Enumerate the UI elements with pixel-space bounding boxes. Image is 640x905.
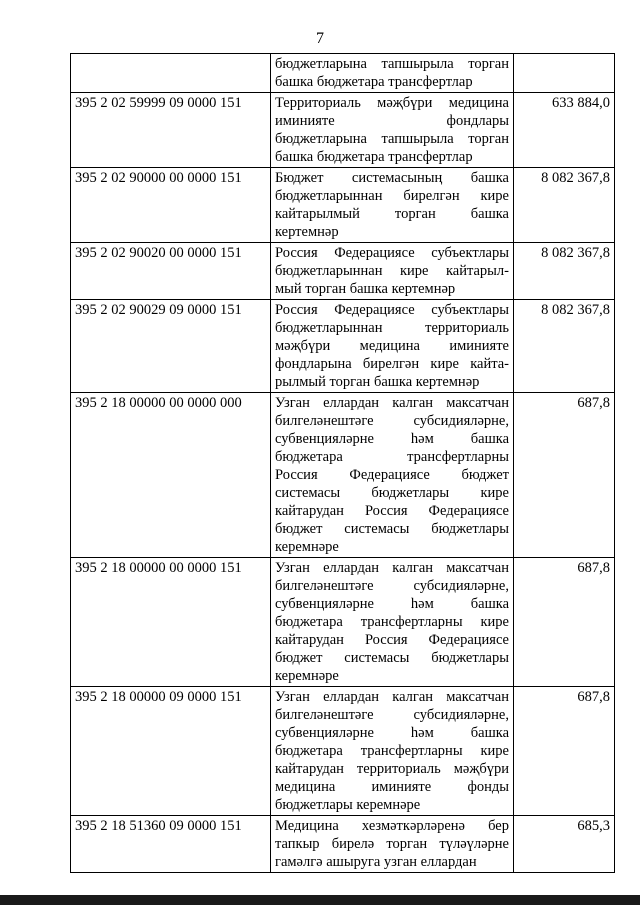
amount: 687,8 [514, 687, 615, 816]
description-line: субвенцияләрне һәм башка [275, 725, 509, 741]
income-description [271, 687, 514, 816]
description-line: тапкыр бирелә торган түләүләрне [275, 836, 509, 852]
description-line: бюджетларыннан кире кайтарыл- [275, 263, 509, 279]
table-row [71, 558, 615, 687]
description-line: Территориаль мәҗбүри медицина [275, 95, 509, 111]
description-line: медицина иминияте фонды [275, 779, 509, 795]
description-line: бюджетлары керемнәре [275, 797, 421, 813]
description-line: Бюджет системасының башка [275, 170, 509, 186]
description-line: фондларына бирелгән кире кайта- [275, 356, 509, 372]
table-row [71, 300, 615, 393]
budget-code: 395 2 18 00000 09 0000 151 [71, 687, 271, 816]
income-description [271, 300, 514, 393]
description-line: Медицина хезмәткәрләренә бер [275, 818, 509, 834]
description-line: бюджетларына тапшырыла торган [275, 131, 509, 147]
table-row [71, 168, 615, 243]
description-line: бюджет системасы бюджетлары [275, 650, 509, 666]
budget-code: 395 2 18 51360 09 0000 151 [71, 816, 271, 873]
description-line: бюджетларына тапшырыла торган [275, 56, 509, 72]
income-description [271, 243, 514, 300]
budget-code: 395 2 02 90020 00 0000 151 [71, 243, 271, 300]
table-row [71, 816, 615, 873]
description-line: иминияте фондлары [275, 113, 509, 129]
description-line: башка бюджетара трансфертлар [275, 74, 473, 90]
budget-code: 395 2 18 00000 00 0000 000 [71, 393, 271, 558]
description-line: кайтарудан Россия Федерациясе [275, 632, 509, 648]
amount: 685,3 [514, 816, 615, 873]
description-line: бюджетара трансфертларны кире [275, 614, 509, 630]
page-number: 7 [316, 30, 324, 47]
description-line: керемнәре [275, 668, 339, 684]
income-description [271, 393, 514, 558]
table-row [71, 393, 615, 558]
income-description [271, 168, 514, 243]
description-line: Узган еллардан калган максатчан [275, 395, 509, 411]
description-line: билгеләнештәге субсидияләрне, [275, 707, 509, 723]
income-description [271, 93, 514, 168]
description-line: рылмый торган башка кертемнәр [275, 374, 480, 390]
description-line: бюджетларыннан бирелгән кире [275, 188, 509, 204]
description-line: субвенцияләрне һәм башка [275, 596, 509, 612]
description-line: бюджетара трансфертларны кире [275, 743, 509, 759]
budget-code [71, 54, 271, 93]
description-line: мый торган башка кертемнәр [275, 281, 456, 297]
description-line: башка бюджетара трансфертлар [275, 149, 473, 165]
amount: 633 884,0 [514, 93, 615, 168]
table-row [71, 93, 615, 168]
description-line: бюджетара трансфертларны [275, 449, 509, 465]
description-line: системасы бюджетлары кире [275, 485, 509, 501]
income-description [271, 558, 514, 687]
description-line: гамәлгә ашыруга узган еллардан [275, 854, 477, 870]
description-line: билгеләнештәге субсидияләрне, [275, 413, 509, 429]
budget-code: 395 2 02 90000 00 0000 151 [71, 168, 271, 243]
budget-code: 395 2 02 90029 09 0000 151 [71, 300, 271, 393]
table-row [71, 54, 615, 93]
amount: 8 082 367,8 [514, 243, 615, 300]
description-line: билгеләнештәге субсидияләрне, [275, 578, 509, 594]
description-line: Узган еллардан калган максатчан [275, 689, 509, 705]
budget-code: 395 2 02 59999 09 0000 151 [71, 93, 271, 168]
description-line: кайтарудан Россия Федерациясе [275, 503, 509, 519]
description-line: керемнәре [275, 539, 339, 555]
description-line: кайтарылмый торган башка [275, 206, 509, 222]
description-line: субвенцияләрне һәм башка [275, 431, 509, 447]
amount [514, 54, 615, 93]
description-line: кертемнәр [275, 224, 339, 240]
scan-edge [0, 895, 640, 905]
description-line: кайтарудан территориаль мәҗбүри [275, 761, 509, 777]
description-line: бюджетларыннан территориаль [275, 320, 509, 336]
amount: 8 082 367,8 [514, 168, 615, 243]
amount: 687,8 [514, 393, 615, 558]
description-line: Россия Федерациясе бюджет [275, 467, 509, 483]
description-line: Россия Федерациясе субъектлары [275, 302, 509, 318]
table-row [71, 687, 615, 816]
amount: 687,8 [514, 558, 615, 687]
description-line: Узган еллардан калган максатчан [275, 560, 509, 576]
description-line: бюджет системасы бюджетлары [275, 521, 509, 537]
description-line: мәҗбүри медицина иминияте [275, 338, 509, 354]
income-description [271, 54, 514, 93]
budget-table [70, 53, 615, 873]
amount: 8 082 367,8 [514, 300, 615, 393]
table-row [71, 243, 615, 300]
description-line: Россия Федерациясе субъектлары [275, 245, 509, 261]
budget-code: 395 2 18 00000 00 0000 151 [71, 558, 271, 687]
income-description [271, 816, 514, 873]
